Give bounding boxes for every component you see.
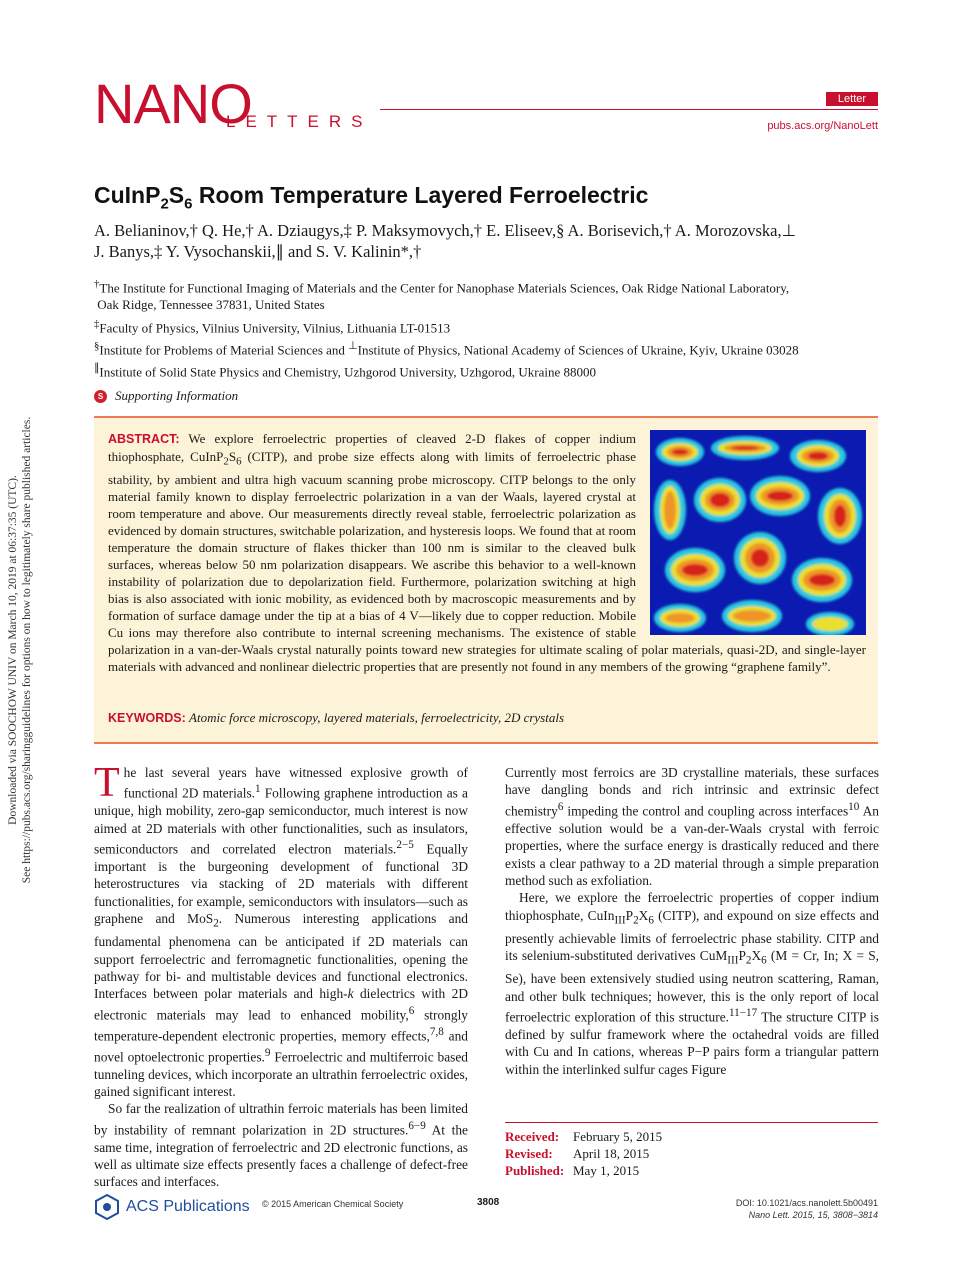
paragraph-2: So far the realization of ultrathin ferroic materials has been limited by instability of remnant polarization in 2D structures.$^{6-9}$ At the same time, integration of ferroelectric and 2D electronic functions, as well as ultimate size effects presently faces a challenge of defect-free surfaces and interfaces. [94,1101,468,1190]
keywords-list: Atomic force microscopy, layered materials, ferroelectricity, 2D crystals [189,710,565,725]
citation-ref[interactable]: 6 [557,800,564,813]
article-type-badge: Letter [826,92,878,106]
citation-ref[interactable]: 7,8 [429,1025,444,1038]
copyright: © 2015 American Chemical Society [262,1199,404,1209]
journal-url-link[interactable]: pubs.acs.org/NanoLett [767,120,878,132]
doi-link[interactable]: DOI: 10.1021/acs.nanolett.5b00491 [735,1198,878,1208]
date-published: Published: May 1, 2015 [505,1163,640,1178]
citation-ref[interactable]: 1 [255,783,261,796]
acs-publications-logo [94,1194,250,1220]
affiliation-2: ‡Faculty of Physics, Vilnius University, Vilnius, Lithuania LT-01513 [94,318,451,336]
journal-logo-letters: LETTERS [226,112,373,131]
supporting-info-icon: S [94,390,107,403]
keywords [108,710,564,726]
citation-ref[interactable]: 9 [264,1046,271,1059]
date-received: Received: February 5, 2015 [505,1129,663,1144]
abstract-box [94,416,878,744]
article-title: $CuInP_2S_6$ Room Temperature Layered Ferroelectric [94,182,649,213]
citation-ref[interactable]: 6 [408,1004,415,1017]
paragraph-3: Currently most ferroics are 3D crystalline materials, these surfaces have dangling bonds and rich intrinsic and extrinsic defect chemistry$^6$ impeding the control and coupling across interfaces$^{10}$ An effective solution would be a van-der-Waals crystal with ferroic properties, where the surface energy is drastically reduced and there exists a clear pathway to a 2D material through a simple preparation method such as exfoliation. [505,765,879,888]
publication-dates [505,1128,662,1179]
acs-hexagon-icon [94,1194,120,1220]
citation-ref[interactable]: 6−9 [408,1119,426,1132]
toc-graphic [650,430,866,635]
body-column-left [94,760,469,1191]
body-column-right [505,764,879,1078]
abstract-label: ABSTRACT: [108,432,180,446]
download-watermark [0,390,40,910]
journal-citation: Nano Lett. 2015, 15, 3808−3814 [748,1210,878,1220]
affiliation-4: ∥Institute of Solid State Physics and Chemistry, Uzhgorod University, Uzhgorod, Ukraine 88000 [94,362,597,380]
domain-map-image [650,430,866,635]
author-line-1: A. Belianinov,† Q. He,† A. Dziaugys,‡ P. Maksymovych,† E. Eliseev,§ A. Borisevich,† A. Morozovska,⊥ [94,221,796,240]
author-line-2: J. Banys,‡ Y. Vysochanskii,∥ and S. V. Kalinin*,† [94,242,422,261]
citation-ref[interactable]: 2−5 [396,839,414,852]
supporting-info-label: Supporting Information [115,388,239,403]
keywords-label: KEYWORDS: [108,711,186,725]
date-revised: Revised: April 18, 2015 [505,1146,650,1161]
doi-citation [736,1197,878,1221]
paragraph-intro: The last several years have witnessed explosive growth of functional 2D materials.$^1$ Following graphene introduction as a unique, high mobility, zero-gap semiconductor, much interest is now aimed at 2D materials with other functionalities, such as insulators, semiconductors and correlated electron materials.$^{2-5}$ Equally important is the burgeoning development of functional 3D heterostructures via stacking of 2D materials with different functionalities, for example, semiconductors with insulators—such as graphene and MoS$_2$. Numerous interesting applications and fundamental phenomena can be anticipated if 2D materials can support ferroelectric and ferromagnetic functionalities, opening the pathway for bi- and multistable devices and functional electronics. Interfaces between polar materials and high-k dielectrics with 2D electronic materials may lead to enhanced mobility,$^6$ strongly temperature-dependent electronic properties, memory effects,$^{7,8}$ and novel optoelectronic properties.$^9$ Ferroelectric and multiferroic based tunneling devices, which incorporate an ultrathin ferroelectric oxides, gained significant interest. [94,760,469,1099]
affiliation-3: §Institute for Problems of Material Sciences and ⊥Institute of Physics, National Academy of Sciences of Ukraine, Kyiv, Ukraine 03028 [94,340,799,358]
citation-ref[interactable]: 11−17 [729,1007,758,1020]
watermark-line-1: Downloaded via SOOCHOW UNIV on March 10, 2019 at 06:37:35 (UTC). [7,475,19,825]
publisher-name: ACS Publications [126,1198,250,1215]
page-number: 3808 [477,1197,500,1208]
paragraph-4: Here, we explore the ferroelectric properties of copper indium thiophosphate, $CuIn_{III}P_2X_6$ (CITP), and expound on size effects and presently achievable limits of ferroelectric phase stability. CITP and its selenium-substituted derivatives $CuM_{III}P_2X_6$ (M = Cr, In; X = S, Se), have been extensively studied using neutron scattering, Raman, and other bulk techniques; however, this is the only report of local ferroelectric exploration of this structure.$^{11-17}$ The structure CITP is defined by sulfur framework where the octahedral voids are filled with Cu and In cations, whereas P−P pairs form a triangular pattern within the interlinked sulfur cages Figure [505,890,879,1077]
affiliation-1: †The Institute for Functional Imaging of Materials and the Center for Nanophase Materials Sciences, Oak Ridge National Laboratory, Oak Ridge, Tennessee 37831, United States [94,278,790,313]
dates-rule [505,1122,878,1123]
header-rule [380,109,878,110]
abstract-text: ABSTRACT: We explore ferroelectric properties of cleaved 2-D flakes of copper indium thiophosphate, $CuInP_2S_6$ (CITP), and probe size effects along with limits of ferroelectric phase stability, by ambient and ultra high vacuum scanning probe microscopy. CITP belongs to the only material family known to display ferroelectric polarization in a van der Waals, layered crystal at room temperature and above. Our measurements directly reveal stable, ferroelectric polarization as evidenced by domain structures, switchable polarization, and hysteresis loops. We found that at room temperature the domain structure of flakes thicker than 100 nm is similar to the cleaved bulk surfaces, whereas below 50 nm polarization disappears. We ascribe this behavior to a well-known instability of polarization due to depolarization field. Furthermore, polarization switching at high bias is also associated with ionic mobility, as evidenced both by macroscopic measurements and by formation of surface damage under the tip at a bias of 4 V—likely due to copper reduction. Mobile Cu ions may therefore also contribute to internal screening mechanisms. The existence of stable polarization in a van-der-Waals crystal naturally points toward new strategies for ultimate scaling of polar materials, quasi-2D, and single-layer materials with advanced and nonlinear dielectric properties that are presently not found in any members of the growing “graphene family”. [108,431,866,674]
author-list [94,220,880,262]
citation-ref[interactable]: 10 [848,800,860,813]
supporting-information-link[interactable] [94,388,238,404]
drop-cap: T [94,760,120,806]
watermark-line-2: See https://pubs.acs.org/sharingguidelines for options on how to legitimately share published articles. [21,416,33,884]
journal-logo-nano: NANO [94,72,252,135]
